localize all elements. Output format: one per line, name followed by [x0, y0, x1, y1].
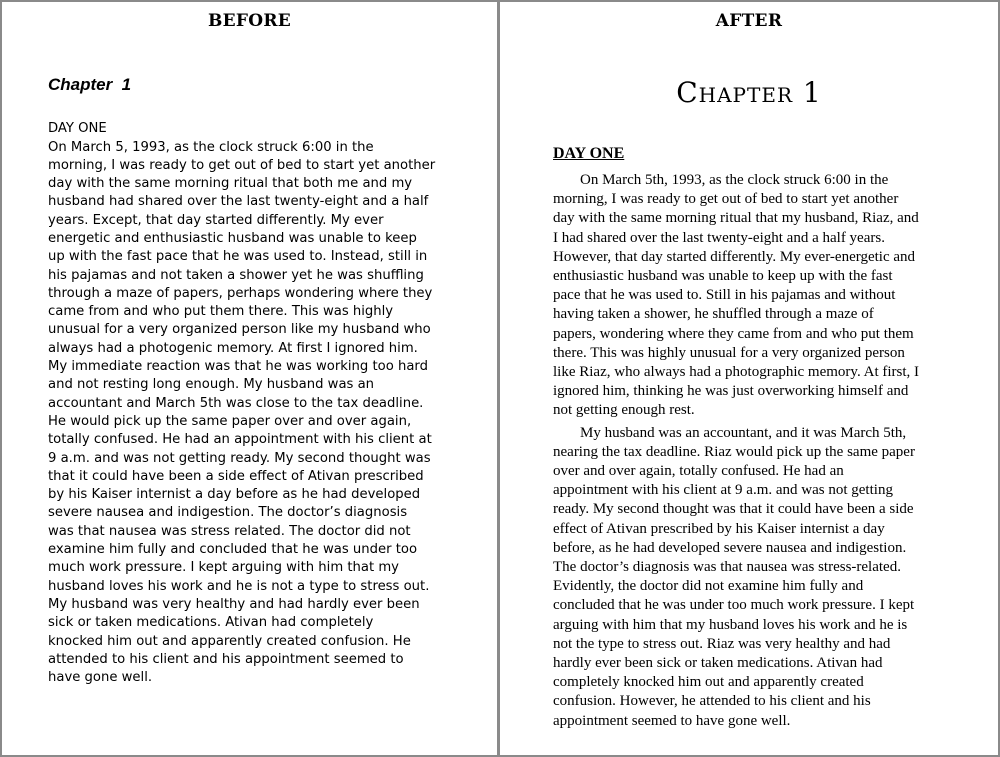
after-header: AFTER — [715, 11, 783, 31]
before-text-line: years. Except, that day started differently. My ever — [48, 212, 384, 228]
before-text-line: energetic and enthusiastic husband was unable to keep — [48, 230, 417, 246]
before-text-line: severe nausea and indigestion. The doctor’s diagnosis — [48, 505, 408, 521]
before-text-line: accountant and March 5th was close to the tax deadline. — [48, 395, 424, 411]
after-text-line: nearing the tax deadline. Riaz would pick up the same paper — [553, 443, 915, 460]
before-text-line: morning, I was ready to get out of bed to start yet another — [48, 157, 436, 173]
after-text-line: arguing with him that my husband loves his work and he is — [553, 616, 908, 633]
after-text-line: appointment seemed to have gone well. — [553, 712, 791, 729]
after-chapter-title: Chapter 1 — [676, 76, 822, 109]
after-text-line: not getting enough rest. — [553, 402, 695, 419]
before-text-line: knocked him out and apparently created confusion. He — [48, 633, 411, 649]
before-text-line: My husband was very healthy and had hardly ever been — [48, 596, 420, 612]
before-text-line: day with the same morning ritual that both me and my — [48, 176, 413, 192]
before-text-line: and not resting long enough. My husband was an — [48, 377, 375, 393]
after-text-line: hardly ever been sick or taken medications. Ativan had — [553, 655, 883, 672]
after-day-heading: DAY ONE — [553, 145, 625, 162]
after-text-line: like Riaz, who always had a photographic memory. At first, I — [553, 364, 920, 381]
after-text-line: ignored him, thinking he was just overworking himself and — [553, 383, 909, 400]
after-text-line: there. This was highly unusual for a very organized person — [553, 344, 905, 361]
after-text-line: day with the same morning ritual that my husband, Riaz, and — [553, 210, 919, 227]
after-text-line: enthusiastic husband was unable to keep up with the fast — [553, 268, 893, 285]
after-text-line: pace that he was used to. Still in his pajamas and without — [553, 287, 896, 304]
after-text-line: concluded that he was under too much work pressure. I kept — [553, 597, 915, 614]
after-text-line: The doctor’s diagnosis was that nausea was stress-related. — [553, 559, 901, 576]
after-text-line: On March 5th, 1993, as the clock struck 6:00 in the — [580, 172, 889, 188]
after-text-line: over and over again, totally confused. He had an — [553, 463, 844, 480]
after-body-text — [553, 171, 973, 731]
after-text-line: papers, wondering where they came from and who put them — [553, 325, 914, 342]
after-text-line: appointment with his client at 9 a.m. and was not getting — [553, 482, 893, 499]
before-text-line: came from and who put them there. This was highly — [48, 304, 394, 320]
before-text-line: up with the fast pace that he was used to. Instead, still in — [48, 249, 428, 265]
before-text-line: unusual for a very organized person like my husband who — [48, 322, 431, 338]
before-text-line: that it could have been a side effect of Ativan prescribed — [48, 468, 424, 484]
after-column — [500, 2, 998, 755]
after-text-line: before, as he had developed severe nausea and indigestion. — [553, 539, 907, 556]
before-text-line: He would pick up the same paper over and over again, — [48, 413, 412, 429]
before-text-line: husband loves his work and he is not a type to stress out. — [48, 578, 430, 594]
after-text-line: morning, I was ready to get out of bed to start yet another — [553, 191, 899, 208]
before-column — [2, 2, 500, 755]
after-text-line: confusion. However, he attended to his client and his — [553, 693, 871, 710]
after-text-line: However, that day started differently. My ever-energetic and — [553, 248, 916, 265]
before-text-line: much work pressure. I kept arguing with him that my — [48, 560, 399, 576]
before-text-line: My immediate reaction was that he was working too hard — [48, 359, 428, 375]
before-text-line: On March 5, 1993, as the clock struck 6:00 in the — [48, 139, 374, 155]
after-text-line: having taken a shower, he shuffled through a maze of — [553, 306, 874, 323]
before-text-line: sick or taken medications. Ativan had completely — [48, 615, 374, 631]
after-text-line: not the type to stress out. Riaz was very healthy and had — [553, 635, 891, 652]
before-body-text — [48, 139, 458, 688]
before-text-line: always had a photogenic memory. At first I ignored him. — [48, 340, 418, 356]
after-text-line: Evidently, the doctor did not examine him fully and — [553, 578, 864, 595]
after-text-line: ready. My second thought was that it could have been a side — [553, 501, 914, 518]
before-text-line: 9 a.m. and was not getting ready. My second thought was — [48, 450, 431, 466]
before-text-line: was that nausea was stress related. The doctor did not — [48, 523, 411, 539]
before-text-line: totally confused. He had an appointment with his client at — [48, 432, 432, 448]
before-header: BEFORE — [207, 11, 292, 31]
before-text-line: have gone well. — [48, 670, 153, 686]
before-text-line: examine him fully and concluded that he was under too — [48, 542, 418, 558]
before-text-line: husband had shared over the last twenty-eight and a half — [48, 194, 429, 210]
after-text-line: effect of Ativan prescribed by his Kaiser internist a day — [553, 520, 885, 537]
after-text-line: My husband was an accountant, and it was March 5th, — [580, 424, 907, 441]
after-text-line: completely knocked him out and apparently created — [553, 674, 864, 691]
before-text-line: by his Kaiser internist a day before as he had developed — [48, 487, 421, 503]
before-text-line: through a maze of papers, perhaps wondering where they — [48, 285, 433, 301]
after-text-line: I had shared over the last twenty-eight and a half years. — [553, 229, 885, 246]
before-text-line: his pajamas and not taken a shower yet he was shuffling — [48, 267, 424, 283]
before-chapter-title: Chapter 1 — [48, 75, 132, 94]
before-text-line: attended to his client and his appointment seemed to — [48, 651, 404, 667]
before-day-heading: DAY ONE — [48, 121, 107, 136]
